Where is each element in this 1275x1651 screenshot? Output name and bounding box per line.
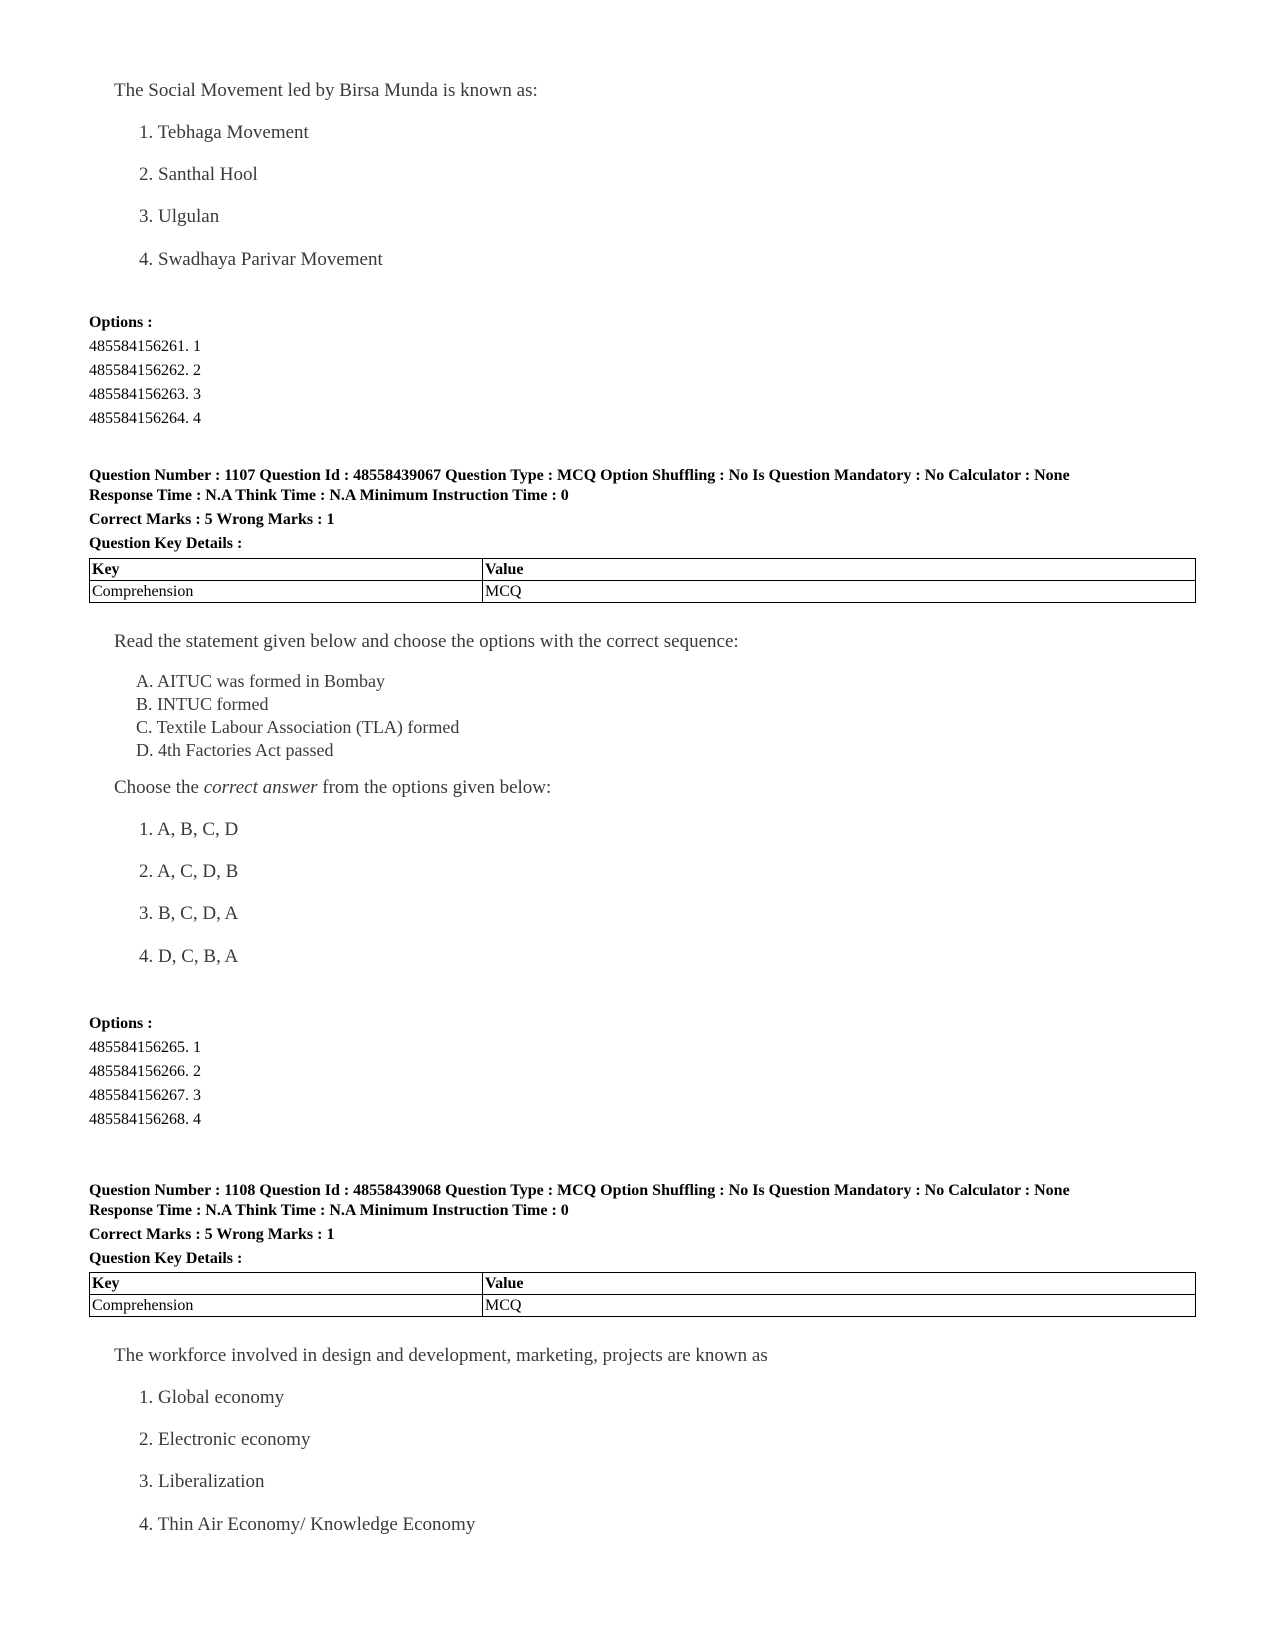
answer-choice: 4. D, C, B, A bbox=[139, 946, 239, 967]
option-id: 485584156267. 3 bbox=[89, 1087, 201, 1104]
table-header-value: Value bbox=[483, 1273, 1196, 1295]
question-key-table-1108 bbox=[89, 1272, 1196, 1317]
answer-choice: 3. Ulgulan bbox=[139, 206, 220, 227]
table-header-key: Key bbox=[90, 559, 483, 581]
option-id: 485584156264. 4 bbox=[89, 410, 201, 427]
answer-choice: 4. Swadhaya Parivar Movement bbox=[139, 249, 383, 270]
statement: C. Textile Labour Association (TLA) formed bbox=[136, 717, 460, 737]
options-block-1107 bbox=[89, 1012, 201, 1132]
statement: B. INTUC formed bbox=[136, 694, 269, 714]
answer-choice: 1. Global economy bbox=[139, 1387, 285, 1408]
table-cell-key: Comprehension bbox=[90, 581, 483, 603]
question-image-1108 bbox=[114, 1345, 914, 1536]
meta-line: Response Time : N.A Think Time : N.A Minimum Instruction Time : 0 bbox=[89, 1202, 569, 1219]
question-image-1106 bbox=[114, 80, 814, 271]
table-cell-value: MCQ bbox=[483, 581, 1196, 603]
answer-choice: 2. Electronic economy bbox=[139, 1429, 311, 1450]
marks-line: Correct Marks : 5 Wrong Marks : 1 bbox=[89, 511, 335, 528]
option-id: 485584156265. 1 bbox=[89, 1039, 201, 1056]
options-label: Options : bbox=[89, 1015, 153, 1032]
option-id: 485584156266. 2 bbox=[89, 1063, 201, 1080]
statement: D. 4th Factories Act passed bbox=[136, 740, 334, 760]
options-block-1106 bbox=[89, 311, 201, 431]
table-header-value: Value bbox=[483, 559, 1196, 581]
meta-line: Response Time : N.A Think Time : N.A Minimum Instruction Time : 0 bbox=[89, 487, 569, 504]
options-label: Options : bbox=[89, 314, 153, 331]
answer-choice: 1. Tebhaga Movement bbox=[139, 122, 309, 143]
answer-choice: 3. Liberalization bbox=[139, 1471, 265, 1492]
question-stem: The Social Movement led by Birsa Munda is known as: bbox=[114, 80, 538, 101]
meta-line: Question Number : 1107 Question Id : 48558439067 Question Type : MCQ Option Shuffling : No Is Question Mandatory : No Calculator : None bbox=[89, 467, 1070, 484]
question-stem: The workforce involved in design and development, marketing, projects are known as bbox=[114, 1345, 768, 1366]
question-stem: Read the statement given below and choose the options with the correct sequence: bbox=[114, 631, 739, 652]
meta-line: Question Number : 1108 Question Id : 48558439068 Question Type : MCQ Option Shuffling : No Is Question Mandatory : No Calculator : None bbox=[89, 1182, 1070, 1199]
option-id: 485584156262. 2 bbox=[89, 362, 201, 379]
answer-choice: 2. A, C, D, B bbox=[139, 861, 239, 882]
marks-line: Correct Marks : 5 Wrong Marks : 1 bbox=[89, 1226, 335, 1243]
question-image-1107 bbox=[114, 631, 874, 968]
question-meta-1108 bbox=[89, 1181, 1199, 1269]
key-details-label: Question Key Details : bbox=[89, 535, 243, 552]
statement: A. AITUC was formed in Bombay bbox=[136, 671, 385, 691]
table-cell-value: MCQ bbox=[483, 1295, 1196, 1317]
question-meta-1107 bbox=[89, 466, 1199, 554]
instruction: Choose the correct answer from the options given below: bbox=[114, 777, 552, 798]
answer-choice: 4. Thin Air Economy/ Knowledge Economy bbox=[139, 1514, 476, 1535]
key-details-label: Question Key Details : bbox=[89, 1250, 243, 1267]
option-id: 485584156261. 1 bbox=[89, 338, 201, 355]
option-id: 485584156268. 4 bbox=[89, 1111, 201, 1128]
answer-choice: 2. Santhal Hool bbox=[139, 164, 258, 185]
answer-choice: 3. B, C, D, A bbox=[139, 903, 239, 924]
option-id: 485584156263. 3 bbox=[89, 386, 201, 403]
answer-choice: 1. A, B, C, D bbox=[139, 819, 239, 840]
table-cell-key: Comprehension bbox=[90, 1295, 483, 1317]
question-key-table-1107 bbox=[89, 558, 1196, 603]
table-header-key: Key bbox=[90, 1273, 483, 1295]
